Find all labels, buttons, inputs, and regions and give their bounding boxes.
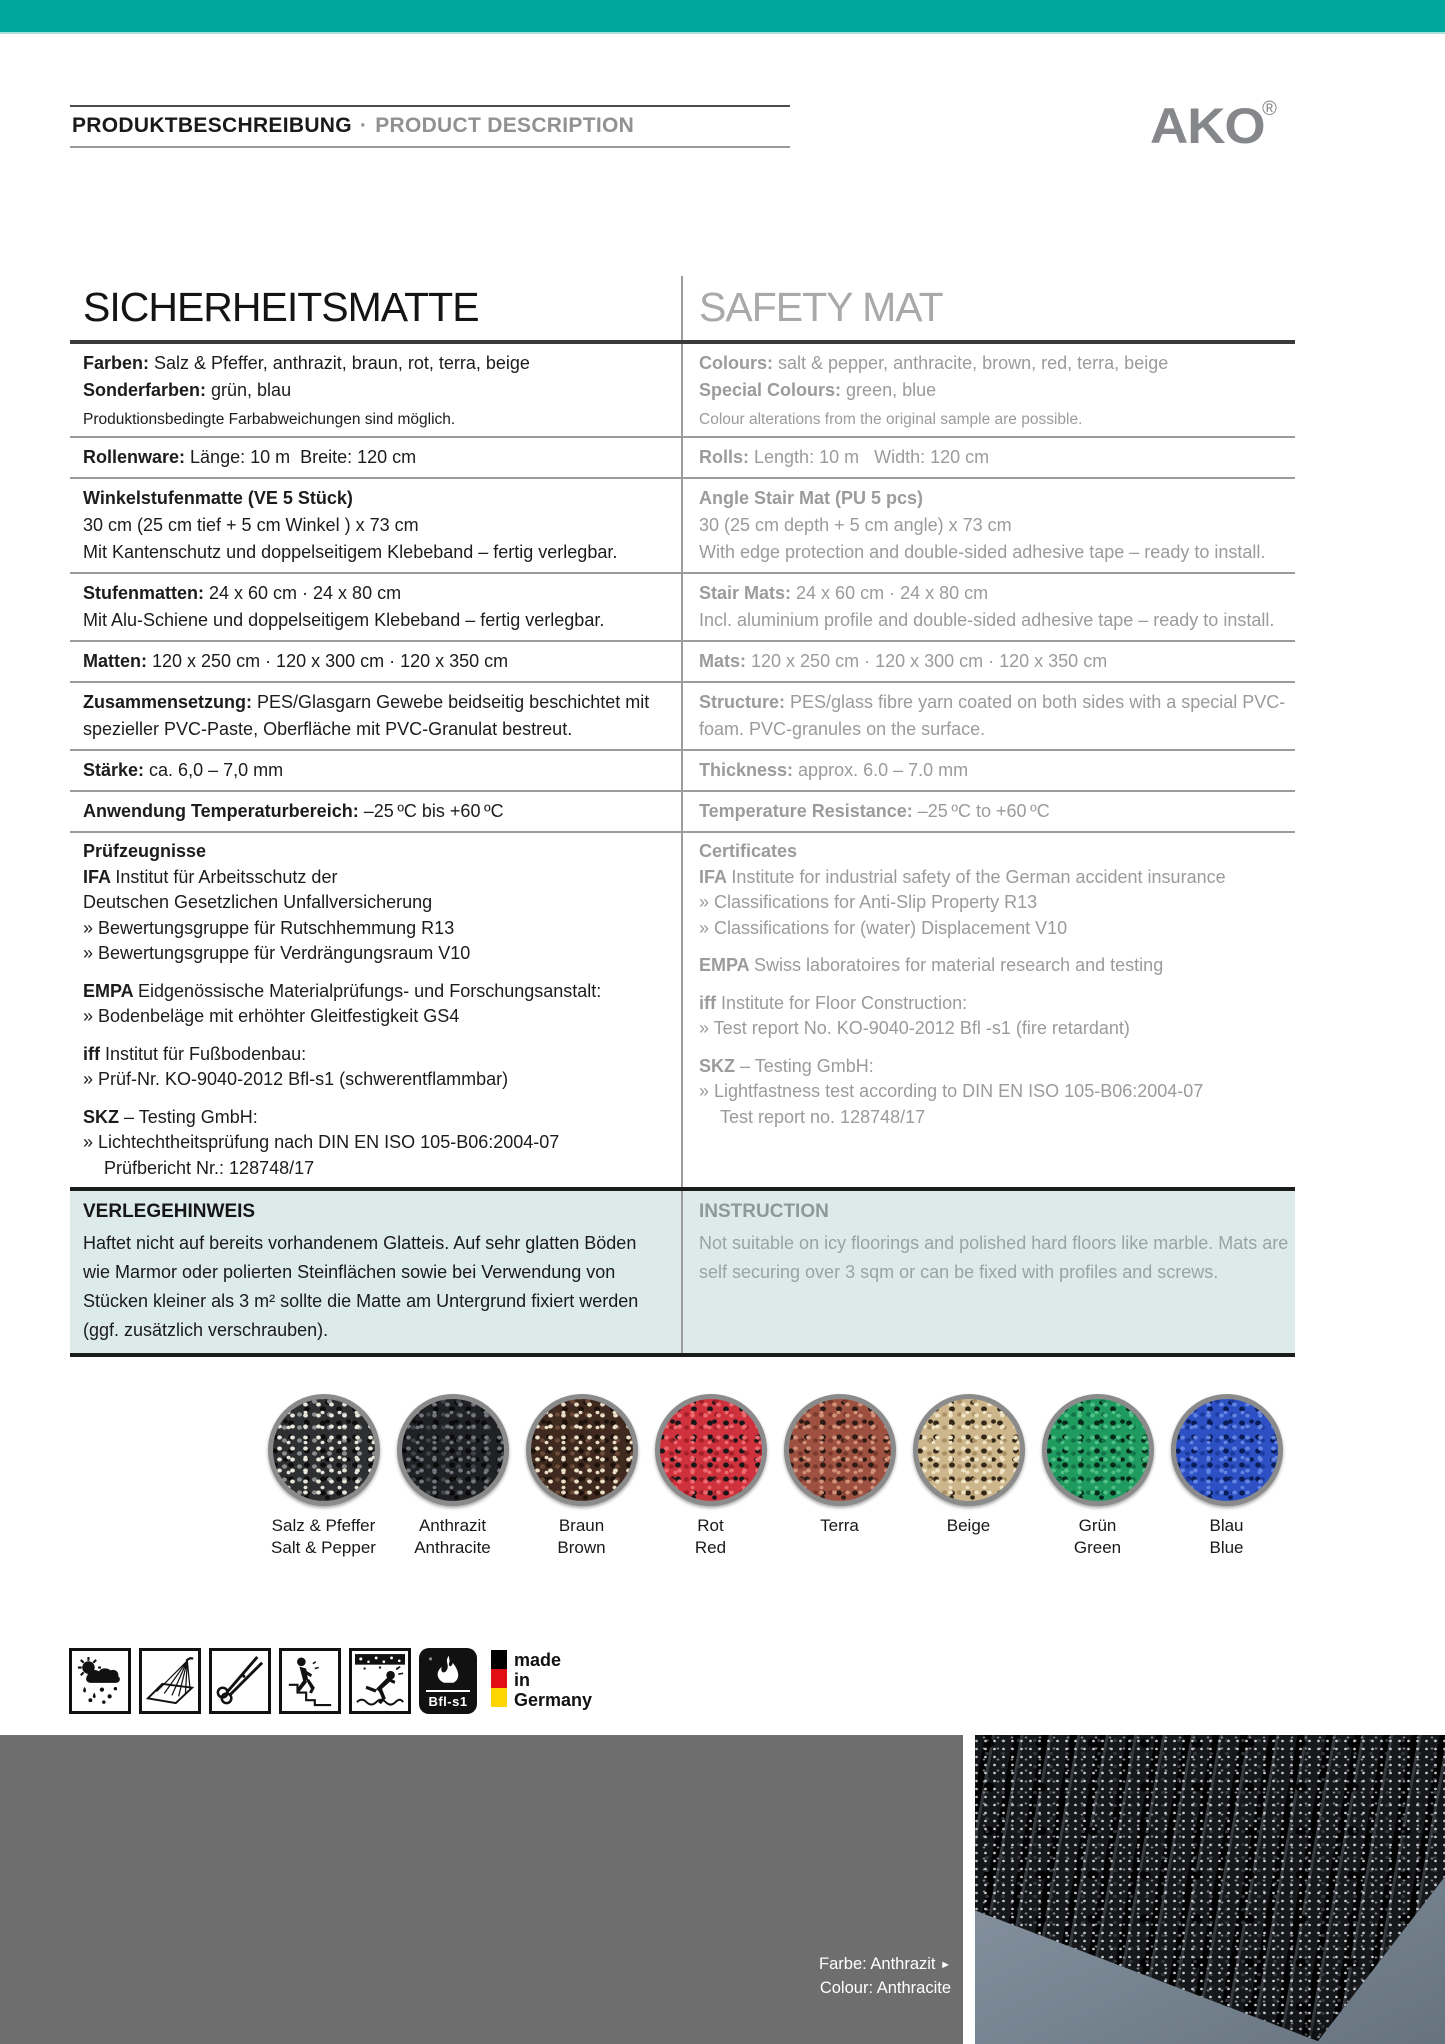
spec-text: Rolls: Length: 10 m Width: 120 cm	[699, 447, 990, 467]
spec-text: Mit Kantenschutz und doppelseitigem Klebeband – fertig verlegbar.	[83, 542, 618, 562]
spec-text: iff Institute for Floor Construction:	[699, 992, 968, 1013]
spec-cell-en	[681, 479, 1295, 572]
ako-logo	[1150, 97, 1277, 155]
spec-cell-de	[70, 438, 681, 477]
swatch-image-terra	[784, 1394, 896, 1506]
spec-text: Stärke: ca. 6,0 – 7,0 mm	[83, 760, 284, 780]
spec-text: Zusammensetzung: PES/Glasgarn Gewebe beidseitig beschichtet mit spezieller PVC-Paste, Oberfläche mit PVC-Granulat bestreut.	[83, 692, 650, 739]
spec-text: With edge protection and double-sided adhesive tape – ready to install.	[699, 542, 1266, 562]
mat-texture	[975, 1735, 1445, 2044]
spec-row-farben	[70, 344, 1295, 438]
spec-cell-de	[70, 574, 681, 640]
instruction-cell-de	[70, 1191, 681, 1353]
spec-text: » Bewertungsgruppe für Verdrängungsraum V10	[83, 943, 471, 963]
spec-cell-de	[70, 751, 681, 790]
swatch-label: Braun Brown	[557, 1516, 606, 1557]
spec-row-pruefzeugnisse	[70, 833, 1295, 1187]
instruction-heading-de: VERLEGEHINWEIS	[83, 1201, 256, 1222]
swatch-rot	[646, 1394, 775, 1559]
spec-row-zusammensetzung	[70, 683, 1295, 751]
swatch-terra	[775, 1394, 904, 1559]
made-in-germany-icon	[491, 1650, 592, 1710]
spec-text: Mats: 120 x 250 cm · 120 x 300 cm · 120 x 350 cm	[699, 651, 1108, 671]
swatch-gruen	[1033, 1394, 1162, 1559]
spec-text: Rollenware: Länge: 10 m Breite: 120 cm	[83, 447, 417, 467]
spec-text: » Lichtechtheitsprüfung nach DIN EN ISO 105-B06:2004-07	[83, 1132, 560, 1152]
swatch-image-rot	[655, 1394, 767, 1506]
spec-row-matten	[70, 642, 1295, 683]
spec-text: Colour alterations from the original sample are possible.	[699, 411, 1083, 428]
stair-safe-icon	[279, 1648, 341, 1714]
swatch-image-salz-pfeffer	[268, 1394, 380, 1506]
cuttable-icon	[209, 1648, 271, 1714]
photo-caption-de: Farbe: Anthrazit ►	[819, 1955, 951, 1973]
spec-cell-en	[681, 751, 1295, 790]
spec-text: Farben: Salz & Pfeffer, anthrazit, braun, rot, terra, beige	[83, 353, 530, 373]
swatch-image-beige	[913, 1394, 1025, 1506]
spec-text: iff Institut für Fußbodenbau:	[83, 1043, 307, 1064]
flag-red	[491, 1669, 507, 1688]
swatch-label: Beige	[946, 1516, 991, 1535]
made-in-line3: Germany	[514, 1690, 593, 1710]
swatch-braun	[517, 1394, 646, 1559]
spec-text: Incl. aluminium profile and double-sided adhesive tape – ready to install.	[699, 610, 1275, 630]
swatch-label: Salz & Pfeffer Salt & Pepper	[271, 1516, 376, 1557]
spec-text: Matten: 120 x 250 cm · 120 x 300 cm · 120 x 350 cm	[83, 651, 509, 671]
spec-text: IFA Institute for industrial safety of the German accident insurance	[699, 866, 1226, 887]
spec-text: » Classifications for (water) Displacement V10	[699, 917, 1068, 938]
spec-cell-en	[681, 642, 1295, 681]
swatch-label: Blau Blue	[1209, 1516, 1244, 1557]
instruction-heading-en: INSTRUCTION	[699, 1201, 829, 1222]
spec-text: » Prüf-Nr. KO-9040-2012 Bfl-s1 (schwerentflammbar)	[83, 1069, 509, 1089]
spec-text: SKZ – Testing GmbH:	[699, 1055, 874, 1076]
spec-text: » Test report No. KO-9040-2012 Bfl -s1 (fire retardant)	[699, 1018, 1130, 1038]
water-drainage-icon	[139, 1648, 201, 1714]
spec-text: Produktionsbedingte Farbabweichungen sind möglich.	[83, 411, 456, 428]
swatch-image-braun	[526, 1394, 638, 1506]
swatch-anthrazit	[388, 1394, 517, 1559]
spec-rows	[70, 344, 1295, 1187]
spec-row-anwendung	[70, 792, 1295, 833]
anti-slip-icon	[349, 1648, 411, 1714]
spec-row-rollenware	[70, 438, 1295, 479]
bottom-gray-band	[0, 1735, 963, 2044]
weather-resistant-icon	[69, 1648, 131, 1714]
instruction-section	[70, 1187, 1295, 1357]
swatch-image-anthrazit	[397, 1394, 509, 1506]
spec-cell-de	[70, 792, 681, 831]
swatch-salz-pfeffer	[259, 1394, 388, 1559]
spec-text: EMPA Eidgenössische Materialprüfungs- und Forschungsanstalt:	[83, 980, 602, 1001]
instruction-body-en: Not suitable on icy floorings and polished hard floors like marble. Mats are self securing over 3 sqm or can be fixed with profiles and screws.	[699, 1233, 1289, 1282]
flag-black	[491, 1650, 507, 1669]
spec-text: » Bewertungsgruppe für Rutschhemmung R13	[83, 917, 455, 938]
spec-cell-en	[681, 574, 1295, 640]
header-teal-bar	[0, 0, 1445, 34]
ako-logo-text: AKO	[1150, 98, 1265, 154]
spec-text: Deutschen Gesetzlichen Unfallversicherung	[83, 892, 433, 912]
spec-text: Stair Mats: 24 x 60 cm · 24 x 80 cm	[699, 583, 989, 603]
spec-text: Mit Alu-Schiene und doppelseitigem Klebeband – fertig verlegbar.	[83, 610, 605, 630]
spec-cell-en	[681, 833, 1295, 1187]
spec-text: Thickness: approx. 6.0 – 7.0 mm	[699, 760, 969, 780]
spec-cell-en	[681, 438, 1295, 477]
swatch-label: Anthrazit Anthracite	[414, 1516, 491, 1557]
made-in-line1: made	[514, 1650, 562, 1670]
spec-cell-en	[681, 792, 1295, 831]
page-title-de: PRODUKTBESCHREIBUNG	[72, 114, 352, 137]
spec-text: Temperature Resistance: –25 ºC to +60 ºC	[699, 801, 1050, 821]
spec-text: 30 cm (25 cm tief + 5 cm Winkel ) x 73 cm	[83, 515, 419, 535]
spec-text: Stufenmatten: 24 x 60 cm · 24 x 80 cm	[83, 583, 402, 603]
spec-cell-de	[70, 642, 681, 681]
arrow-right-icon: ►	[940, 1959, 951, 1971]
germany-flag-icon	[491, 1650, 507, 1710]
spec-text: IFA Institut für Arbeitsschutz der	[83, 866, 338, 887]
spec-text: EMPA Swiss laboratoires for material research and testing	[699, 955, 1164, 975]
spec-cell-de	[70, 683, 681, 749]
spec-text: Colours: salt & pepper, anthracite, brown, red, terra, beige	[699, 353, 1169, 373]
swatch-image-blau	[1171, 1394, 1283, 1506]
spec-row-winkelstufenmatte	[70, 479, 1295, 574]
spec-cell-en	[681, 344, 1295, 436]
spec-text: » Classifications for Anti-Slip Property R13	[699, 892, 1038, 912]
swatch-beige	[904, 1394, 1033, 1559]
property-icons-row	[69, 1648, 592, 1714]
spec-text: Structure: PES/glass fibre yarn coated on both sides with a special PVC-foam. PVC-granules on the surface.	[699, 692, 1286, 739]
spec-text: » Lightfastness test according to DIN EN ISO 105-B06:2004-07	[699, 1081, 1204, 1101]
table-heading-en: SAFETY MAT	[681, 276, 1295, 340]
spec-cell-de	[70, 833, 681, 1187]
swatch-blau	[1162, 1394, 1291, 1559]
fire-rating-icon	[419, 1648, 477, 1714]
spec-text: SKZ – Testing GmbH:	[83, 1106, 258, 1127]
spec-text: Angle Stair Mat (PU 5 pcs)	[699, 488, 924, 508]
fire-badge-divider	[426, 1690, 470, 1692]
spec-text: 30 (25 cm depth + 5 cm angle) x 73 cm	[699, 515, 1012, 535]
spec-text: Anwendung Temperaturbereich: –25 ºC bis +60 ºC	[83, 801, 504, 821]
instruction-cell-en	[681, 1191, 1295, 1353]
instruction-body-de: Haftet nicht auf bereits vorhandenem Glatteis. Auf sehr glatten Böden wie Marmor oder polierten Steinflächen sowie bei Verwendung von Stücken kleiner als 3 m² sollte die Matte am Untergrund fixiert werden (ggf. zusätzlich verschrauben).	[83, 1233, 639, 1340]
spec-text: Prüfzeugnisse	[83, 841, 207, 861]
fire-badge-label: Bfl-s1	[428, 1694, 468, 1709]
photo-caption-en: Colour: Anthracite	[819, 1979, 951, 1997]
flag-gold	[491, 1688, 507, 1707]
table-heading-de: SICHERHEITSMATTE	[83, 284, 479, 330]
made-in-line2: in	[514, 1670, 530, 1690]
table-heading-row	[70, 276, 1295, 344]
swatch-label: Grün Green	[1073, 1516, 1122, 1557]
spec-table	[70, 276, 1295, 1357]
registered-trademark-icon: ®	[1262, 98, 1277, 120]
spec-text: » Bodenbeläge mit erhöhter Gleitfestigkeit GS4	[83, 1006, 460, 1026]
page-title-separator: ·	[359, 114, 368, 137]
spec-text: Prüfbericht Nr.: 128748/17	[104, 1157, 315, 1178]
product-photo	[975, 1735, 1445, 2044]
spec-text: Test report no. 128748/17	[720, 1106, 926, 1127]
swatch-label: Terra	[820, 1516, 859, 1535]
spec-text: Sonderfarben: grün, blau	[83, 380, 292, 400]
page-title	[70, 105, 790, 148]
photo-caption	[819, 1953, 951, 2000]
page-title-en: PRODUCT DESCRIPTION	[375, 114, 635, 137]
spec-text: Special Colours: green, blue	[699, 380, 937, 400]
spec-cell-de	[70, 344, 681, 436]
spec-row-stufenmatten	[70, 574, 1295, 642]
swatch-label: Rot Red	[694, 1516, 727, 1557]
spec-text: Certificates	[699, 841, 798, 861]
swatch-image-gruen	[1042, 1394, 1154, 1506]
spec-row-staerke	[70, 751, 1295, 792]
spec-text: Winkelstufenmatte (VE 5 Stück)	[83, 488, 353, 508]
colour-swatches	[259, 1394, 1291, 1559]
spec-cell-en	[681, 683, 1295, 749]
spec-cell-de	[70, 479, 681, 572]
